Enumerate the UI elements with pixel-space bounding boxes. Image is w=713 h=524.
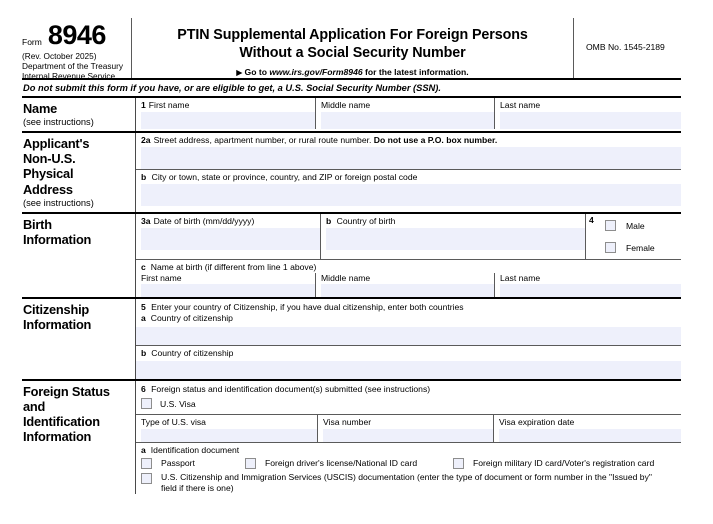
field-first-name <box>136 98 315 129</box>
goto-suffix: for the latest information. <box>365 66 469 77</box>
field-street-address-label-row <box>141 135 681 146</box>
input-birth-last-name[interactable] <box>500 284 681 297</box>
citizenship-instruction: Enter your country of Citizenship, if you have dual citizenship, enter both countries <box>151 302 464 313</box>
field-last-name <box>494 98 681 129</box>
section-address <box>22 133 681 214</box>
option-uscis-documentation[interactable] <box>136 472 681 494</box>
option-us-visa[interactable] <box>136 396 681 412</box>
checkbox-drivers-license[interactable] <box>245 458 256 469</box>
field-date-of-birth-label: Date of birth (mm/dd/yyyy) <box>153 215 255 226</box>
line-number-1: 1 <box>141 100 146 110</box>
input-visa-expiration[interactable] <box>499 429 681 442</box>
field-street-address-label-bold: Do not use a P.O. box number. <box>373 135 498 146</box>
birth-name-fields <box>136 273 681 298</box>
line-number-6a: a <box>141 444 146 455</box>
field-visa-expiration-label: Visa expiration date <box>499 416 575 427</box>
input-citizenship-a[interactable] <box>136 327 681 345</box>
option-military-id[interactable] <box>453 458 681 469</box>
section-name <box>22 98 681 133</box>
input-country-of-birth[interactable] <box>326 228 585 250</box>
option-passport[interactable] <box>141 458 245 469</box>
us-visa-label: U.S. Visa <box>160 398 196 409</box>
field-citizenship-a-label: Country of citizenship <box>150 313 233 324</box>
line-number-6: 6 <box>141 383 146 394</box>
line-number-4: 4 <box>589 214 594 225</box>
section-birth-label <box>22 214 136 297</box>
field-gender <box>585 214 681 259</box>
section-citizenship-body <box>136 299 681 379</box>
field-city-state-zip <box>136 170 681 206</box>
field-birth-first-name <box>136 273 315 298</box>
line-number-5: 5 <box>141 302 146 313</box>
checkbox-passport[interactable] <box>141 458 152 469</box>
section-name-label <box>22 98 136 131</box>
section-address-title-4: Address <box>23 181 73 197</box>
line-number-5b: b <box>141 347 147 358</box>
checkbox-male[interactable] <box>605 220 616 231</box>
section-address-title-3: Physical <box>23 166 74 182</box>
section-address-title-2: Non-U.S. <box>23 151 76 167</box>
section-citizenship-title-2: Information <box>23 317 92 333</box>
uscis-documentation-label: U.S. Citizenship and Immigration Services (USCIS) documentation (enter the type of document or form number in the "Issued by" field if there is one) <box>161 471 652 494</box>
line-number-3c: c <box>141 261 146 272</box>
section-birth-title-2: Information <box>23 231 92 247</box>
line-number-5a: a <box>141 313 146 324</box>
section-name-body <box>136 98 681 131</box>
section-foreign-status-body <box>136 381 681 494</box>
passport-label: Passport <box>161 458 195 469</box>
field-birth-first-name-label: First name <box>141 272 182 283</box>
field-visa-type-label: Type of U.S. visa <box>141 416 206 427</box>
field-date-of-birth <box>136 214 320 259</box>
checkbox-uscis-documentation[interactable] <box>141 473 152 484</box>
field-visa-expiration <box>493 415 681 442</box>
section-birth <box>22 214 681 299</box>
field-middle-name <box>315 98 494 129</box>
ssn-warning-text: Do not submit this form if you have, or are eligible to get, a U.S. Social Security Number (SSN). <box>22 80 681 98</box>
form-title-line-1: PTIN Supplemental Application For Foreign Persons <box>177 27 528 43</box>
field-city-state-zip-label: City or town, state or province, country, and ZIP or foreign postal code <box>151 171 418 182</box>
section-address-title-1: Applicant's <box>23 136 90 152</box>
field-visa-type <box>136 415 317 442</box>
section-foreign-status-title-3: Identification <box>23 413 100 429</box>
form-number: 8946 <box>47 20 106 50</box>
field-birth-last-name-label: Last name <box>500 272 541 283</box>
input-visa-number[interactable] <box>323 429 493 442</box>
omb-number: OMB No. 1545-2189 <box>586 42 665 52</box>
checkbox-us-visa[interactable] <box>141 398 152 409</box>
section-citizenship-title-1: Citizenship <box>23 302 90 318</box>
input-city-state-zip[interactable] <box>141 184 681 206</box>
section-name-subtitle: (see instructions) <box>23 117 94 128</box>
drivers-license-label: Foreign driver's license/National ID card <box>265 458 418 469</box>
field-date-of-birth-label-row <box>141 216 320 227</box>
input-citizenship-b[interactable] <box>136 361 681 379</box>
field-citizenship-b-label-row <box>136 346 681 359</box>
input-middle-name[interactable] <box>321 112 494 129</box>
checkbox-female[interactable] <box>605 242 616 253</box>
section-foreign-status-title-4: Information <box>23 429 92 445</box>
input-visa-type[interactable] <box>141 429 317 442</box>
form-title-line-2: Without a Social Security Number <box>239 45 466 62</box>
section-foreign-status-title-1: Foreign Status <box>23 383 110 399</box>
field-country-of-birth-label: Country of birth <box>336 215 396 226</box>
section-address-body <box>136 133 681 212</box>
input-street-address[interactable] <box>141 147 681 169</box>
section-foreign-status <box>22 381 681 494</box>
line-number-3b: b <box>326 215 332 226</box>
section-address-label <box>22 133 136 212</box>
right-triangle-icon: ▶ <box>236 67 243 77</box>
line-number-2b: b <box>141 171 147 182</box>
field-citizenship-b-label: Country of citizenship <box>151 347 234 358</box>
goto-prefix: Go to <box>244 66 267 77</box>
field-city-state-zip-label-row <box>141 172 681 183</box>
treasury-department-line: Department of the Treasury <box>22 60 123 71</box>
field-street-address-label: Street address, apartment number, or rural route number. <box>153 135 372 146</box>
gender-option-female[interactable] <box>605 237 681 259</box>
option-drivers-license[interactable] <box>245 458 453 469</box>
field-citizenship-a-label-row <box>136 313 681 324</box>
form-revision-date: (Rev. October 2025) <box>22 50 97 61</box>
foreign-status-instruction: Foreign status and identification document(s) submitted (see instructions) <box>151 383 431 394</box>
input-last-name[interactable] <box>500 112 681 129</box>
section-birth-body <box>136 214 681 297</box>
foreign-status-instruction-row <box>136 381 681 396</box>
gender-female-label: Female <box>626 242 655 253</box>
field-country-of-birth-label-row <box>326 216 585 227</box>
section-foreign-status-title-2: and <box>23 398 46 414</box>
form-header <box>22 18 681 80</box>
input-birth-middle-name[interactable] <box>321 284 494 297</box>
section-foreign-status-label <box>22 381 136 494</box>
gender-option-male[interactable] <box>605 215 681 237</box>
identification-document-label-row <box>136 443 681 456</box>
field-street-address <box>136 133 681 169</box>
irs-form-8946 <box>22 18 681 494</box>
field-country-of-birth <box>320 214 585 259</box>
input-first-name[interactable] <box>141 112 315 129</box>
form-goto-line <box>132 67 573 77</box>
section-citizenship <box>22 299 681 381</box>
field-name-at-birth-label-row <box>136 260 681 273</box>
gender-male-label: Male <box>626 220 645 231</box>
field-last-name-label: Last name <box>500 100 541 110</box>
field-birth-last-name <box>494 273 681 298</box>
checkbox-military-id[interactable] <box>453 458 464 469</box>
citizenship-instruction-row <box>136 299 681 313</box>
form-word-label: Form <box>22 37 42 48</box>
field-first-name-label-row <box>141 100 315 111</box>
field-birth-middle-name-label: Middle name <box>321 272 371 283</box>
section-birth-title-1: Birth <box>23 216 52 232</box>
identification-document-label: Identification document <box>150 444 240 455</box>
line-number-3a: 3a <box>141 215 151 226</box>
form-identity-block <box>22 18 132 81</box>
section-address-subtitle: (see instructions) <box>23 197 94 208</box>
input-date-of-birth[interactable] <box>141 228 320 250</box>
irs-line: Internal Revenue Service <box>22 70 116 81</box>
field-visa-number-label: Visa number <box>323 416 372 427</box>
identification-document-options <box>136 458 681 469</box>
input-birth-first-name[interactable] <box>141 284 315 297</box>
field-visa-number <box>317 415 493 442</box>
omb-number-block <box>574 18 681 78</box>
military-id-label: Foreign military ID card/Voter's registration card <box>473 458 655 469</box>
field-middle-name-label: Middle name <box>321 100 371 110</box>
field-name-at-birth-label: Name at birth (if different from line 1 above) <box>150 261 317 272</box>
form-url-link[interactable]: www.irs.gov/Form8946 <box>269 66 363 77</box>
field-birth-middle-name <box>315 273 494 298</box>
line-number-2a: 2a <box>141 135 151 146</box>
section-citizenship-label <box>22 299 136 379</box>
field-first-name-label: First name <box>148 100 190 110</box>
form-title-block <box>132 18 574 78</box>
section-name-title: Name <box>23 101 58 116</box>
